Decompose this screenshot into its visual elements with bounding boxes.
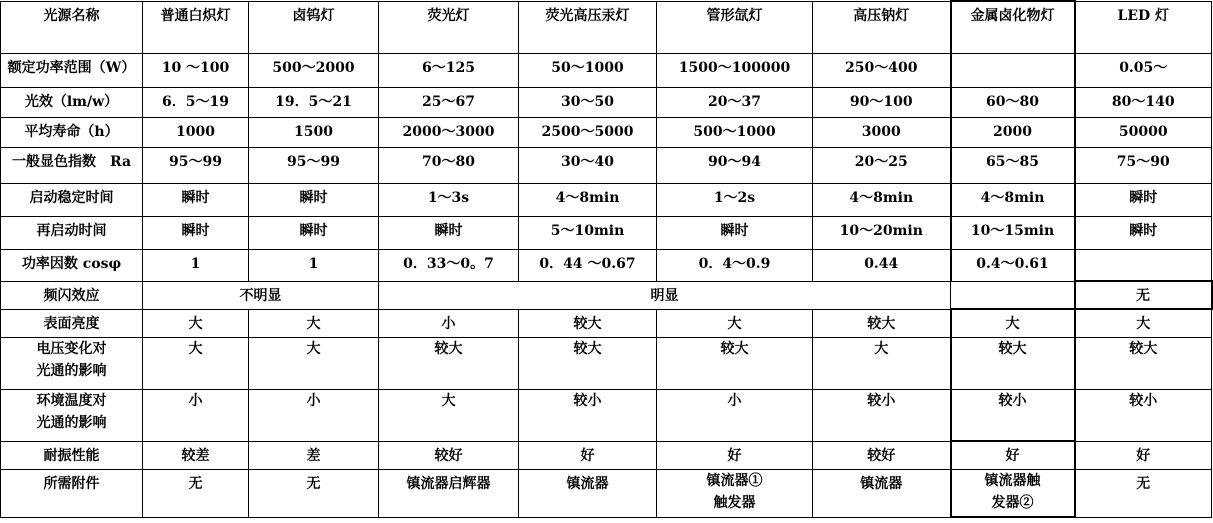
table-row [1,281,1212,309]
table-cell: 500～2000 [249,53,379,87]
table-cell: 50000 [1075,117,1212,147]
table-cell: 较大 [813,309,951,337]
table-cell: 小 [249,389,379,441]
table-cell: 较大 [519,337,657,389]
table-cell: 大 [951,309,1075,337]
table-cell: 无 [1075,281,1212,309]
table-cell: 65～85 [951,147,1075,183]
table-row [1,389,1212,441]
table-cell: 无 [143,469,249,517]
table-cell: 小 [143,389,249,441]
table-cell: 250～400 [813,53,951,87]
table-row [1,147,1212,183]
table-cell: 20～37 [657,87,813,117]
table-cell: 小 [657,389,813,441]
table-row [1,309,1212,337]
table-cell: 1500～100000 [657,53,813,87]
merged-cell-flicker-not-obvious: 不明显 [143,281,379,309]
table-cell: 镇流器① 触发器 [657,469,813,517]
table-cell: 较大 [519,309,657,337]
table-cell: 4～8min [519,183,657,216]
table-cell: 好 [1075,441,1212,469]
table-row [1,249,1212,281]
row-label: 功率因数 cosφ [1,249,143,281]
row-label: 频闪效应 [1,281,143,309]
row-label: 环境温度对 光通的影响 [1,389,143,441]
table-cell: 瞬时 [657,216,813,249]
table-cell: 2000 [951,117,1075,147]
table-cell: 较差 [143,441,249,469]
table-cell: 0.4～0.61 [951,249,1075,281]
table-cell: 3000 [813,117,951,147]
table-cell: 10～15min [951,216,1075,249]
table-cell: 较小 [1075,389,1212,441]
table-row [1,87,1212,117]
table-cell: 5～10min [519,216,657,249]
table-cell: 1 [249,249,379,281]
table-cell: 90～100 [813,87,951,117]
table-cell: 1～2s [657,183,813,216]
table-cell: 75～90 [1075,147,1212,183]
table-cell: 95～99 [249,147,379,183]
row-label: 耐振性能 [1,441,143,469]
table-cell [951,53,1075,87]
row-label: 表面亮度 [1,309,143,337]
table-cell: 好 [519,441,657,469]
table-cell: 较大 [951,337,1075,389]
table-cell: 6．5～19 [143,87,249,117]
table-cell: 较小 [951,389,1075,441]
table-cell: 500～1000 [657,117,813,147]
table-cell: 1000 [143,117,249,147]
table-cell: 较好 [379,441,519,469]
table-cell: 较大 [1075,337,1212,389]
table-cell: 大 [379,389,519,441]
table-cell: 瞬时 [249,216,379,249]
table-cell: 90～94 [657,147,813,183]
table-cell: 大 [813,337,951,389]
table-cell: 30～40 [519,147,657,183]
table-cell: 无 [249,469,379,517]
table-cell: 小 [379,309,519,337]
table-cell: 大 [657,309,813,337]
table-cell: 10～20min [813,216,951,249]
header-cell: 荧光高压汞灯 [519,1,657,53]
table-row [1,216,1212,249]
table-cell: 无 [1075,469,1212,517]
table-cell: 6～125 [379,53,519,87]
table-cell: 30～50 [519,87,657,117]
table-cell: 镇流器 [519,469,657,517]
header-row [1,1,1212,53]
header-cell: 普通白炽灯 [143,1,249,53]
table-cell: 0．33～0。7 [379,249,519,281]
table-cell: 镇流器触 发器② [951,469,1075,517]
table-cell: 较大 [657,337,813,389]
table-cell: 1500 [249,117,379,147]
table-cell: 2500～5000 [519,117,657,147]
table-cell: 大 [1075,309,1212,337]
table-cell: 较好 [813,441,951,469]
table-cell: 0.05～ [1075,53,1212,87]
table-cell: 较小 [519,389,657,441]
table-cell: 好 [657,441,813,469]
table-cell: 60～80 [951,87,1075,117]
row-label: 平均寿命（h） [1,117,143,147]
table-cell: 大 [249,309,379,337]
table-cell: 镇流器启辉器 [379,469,519,517]
table-cell: 0．4～0.9 [657,249,813,281]
table-cell: 瞬时 [143,183,249,216]
merged-cell-flicker-obvious: 明显 [379,281,951,309]
table-cell: 大 [143,309,249,337]
table-row [1,441,1212,469]
table-row [1,469,1212,517]
row-label: 所需附件 [1,469,143,517]
table-cell: 25～67 [379,87,519,117]
table-cell: 95～99 [143,147,249,183]
table-row [1,183,1212,216]
header-cell: 荧光灯 [379,1,519,53]
table-cell: 差 [249,441,379,469]
table-cell: 好 [951,441,1075,469]
header-cell: 卤钨灯 [249,1,379,53]
header-cell: 高压钠灯 [813,1,951,53]
table-cell: 19．5～21 [249,87,379,117]
header-cell: 管形氙灯 [657,1,813,53]
table-cell: 大 [143,337,249,389]
table-cell: 1 [143,249,249,281]
table-cell: 70～80 [379,147,519,183]
row-label: 一般显色指数 Ra [1,147,143,183]
table-cell: 镇流器 [813,469,951,517]
table-row [1,117,1212,147]
table-cell [1075,249,1212,281]
table-cell: 瞬时 [1075,183,1212,216]
table-cell: 1～3s [379,183,519,216]
table-cell: 大 [249,337,379,389]
table-cell: 2000～3000 [379,117,519,147]
table-cell: 瞬时 [143,216,249,249]
table-cell: 瞬时 [1075,216,1212,249]
table-cell: 0．44 ～0.67 [519,249,657,281]
table-cell: 0.44 [813,249,951,281]
row-label: 启动稳定时间 [1,183,143,216]
row-label: 光效（lm/w） [1,87,143,117]
row-label: 电压变化对 光通的影响 [1,337,143,389]
row-label: 再启动时间 [1,216,143,249]
table-cell: 50～1000 [519,53,657,87]
header-cell: LED 灯 [1075,1,1212,53]
table-cell: 较小 [813,389,951,441]
header-cell: 光源名称 [1,1,143,53]
table-cell: 4～8min [813,183,951,216]
header-cell: 金属卤化物灯 [951,1,1075,53]
row-label: 额定功率范围（W） [1,53,143,87]
table-row [1,337,1212,389]
table-row [1,53,1212,87]
table-cell: 4～8min [951,183,1075,216]
table-cell: 80～140 [1075,87,1212,117]
table-cell: 较大 [379,337,519,389]
table-cell: 瞬时 [249,183,379,216]
table-cell: 瞬时 [379,216,519,249]
table-cell [951,281,1075,309]
table-cell: 10 ～100 [143,53,249,87]
table-cell: 20～25 [813,147,951,183]
